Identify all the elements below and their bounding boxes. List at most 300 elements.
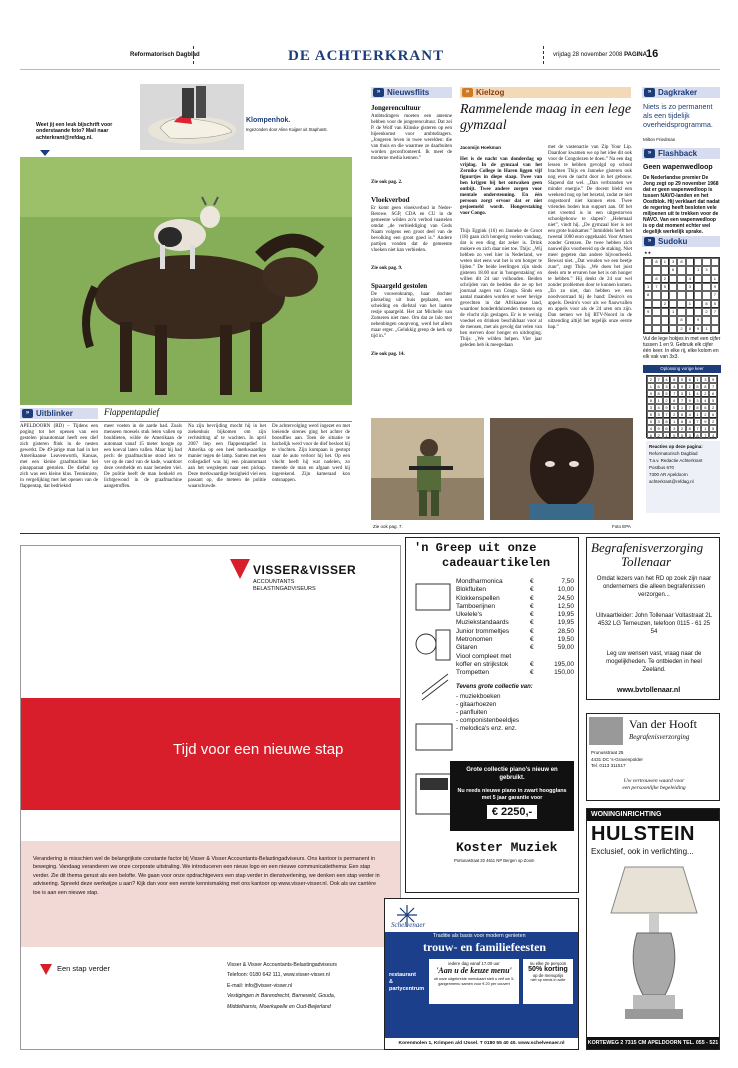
sudoku-cell: 8	[694, 432, 702, 439]
sudoku-cell: 8	[663, 418, 671, 425]
hulstein-footer: KORTEWEG 2 7315 CM APELDOORN TEL. 055 - 521 41 63	[587, 1037, 719, 1049]
sudoku-cell	[694, 308, 702, 316]
arrows-icon: »	[462, 88, 473, 97]
sudoku-cell: 8	[694, 404, 702, 411]
masthead-divider	[543, 46, 545, 64]
sudoku-cell: 1	[647, 383, 655, 390]
sudoku-cell	[686, 308, 694, 316]
sudoku-cell	[711, 316, 719, 324]
koster-item-price	[530, 611, 574, 619]
arrows-icon: »	[644, 237, 655, 246]
koster-price-list	[456, 578, 574, 678]
koster-piano-price: € 2250,-	[487, 805, 537, 819]
ad-hulstein	[586, 808, 720, 1058]
sudoku-cell: 6	[655, 383, 663, 390]
koster-item-price	[530, 628, 574, 636]
sudoku-cell: 5	[694, 383, 702, 390]
reactions-line: T.a.v. Redactie Achterkrant	[649, 458, 703, 463]
sudoku-cell: 4	[686, 275, 694, 283]
koster-item-name: koffer en strijkstok	[456, 660, 509, 668]
schelvenaer-logo: Schelvenaer	[391, 921, 426, 929]
koster-price-row	[456, 661, 574, 669]
sudoku-cell: 3	[701, 376, 709, 383]
koster-item-currency: €	[530, 636, 534, 644]
koster-price-row	[456, 636, 574, 644]
reactions-line: Postbus 670	[649, 465, 675, 470]
visser-contact-line: Visser & Visser Accountants-Belastingadviseurs	[227, 962, 337, 968]
sudoku-instructions: Vul de lege hokjes in met een cijfer tussen 1 en 9. Gebruik elk cijfer één keer. In elke rij, elke kolom en elk vak van 3x3.	[643, 336, 721, 360]
sudoku-cell: 1	[694, 376, 702, 383]
koster-item-name: Junior trommeltjes	[456, 627, 510, 635]
sudoku-cell: 9	[711, 283, 719, 291]
sudoku-cell: 6	[669, 266, 677, 274]
sudoku-cell: 5	[663, 390, 671, 397]
koster-collection-item: - componistenbeeldjes	[456, 717, 520, 724]
sudoku-cell: 2	[661, 275, 669, 283]
sudoku-cell	[694, 291, 702, 299]
sudoku-cell: 1	[686, 300, 694, 308]
sudoku-cell: 2	[670, 411, 678, 418]
koster-collection-item: - muziekboeken	[456, 693, 501, 700]
sudoku-cell: 6	[647, 432, 655, 439]
sudoku-cell: 3	[670, 425, 678, 432]
sudoku-head	[642, 236, 720, 247]
sudoku-cell: 5	[647, 411, 655, 418]
nieuwsflits-head-label: Nieuwsflits	[387, 88, 430, 97]
sudoku-cell	[677, 291, 685, 299]
koster-title1: 'n Greep uit onze	[414, 541, 537, 555]
sudoku-cell: 4	[647, 425, 655, 432]
reactions-box	[646, 441, 720, 513]
koster-item-name: Klokkenspellen	[456, 594, 500, 602]
sudoku-cell: 5	[678, 432, 686, 439]
masthead-page-label: PAGINA	[624, 52, 647, 58]
uitblinker-title: Flappentapdief	[104, 407, 159, 417]
sudoku-cell: 1	[694, 266, 702, 274]
sudoku-cell: 1	[670, 418, 678, 425]
nieuwsflits-column	[371, 104, 452, 358]
nieuwsflits-item-ref: Zie ook pag. 2.	[371, 180, 403, 185]
sudoku-cell	[644, 316, 652, 324]
ads-divider	[20, 533, 720, 534]
visser-contact-line[interactable]: E-mail: info@visser-visser.nl	[227, 982, 293, 989]
sudoku-head-label: Sudoku	[658, 237, 688, 246]
koster-item-name: Metronomen	[456, 636, 493, 644]
sudoku-cell: 7	[686, 404, 694, 411]
schelvenaer-discount-box	[523, 959, 573, 1004]
ad-hooft	[586, 713, 720, 801]
koster-item-currency: €	[530, 660, 534, 668]
koster-item-price	[530, 661, 574, 669]
sudoku-cell	[702, 258, 710, 266]
sudoku-cell: 8	[652, 258, 660, 266]
sudoku-cell	[694, 283, 702, 291]
congo-child-photo	[490, 418, 633, 520]
sudoku-cell: 7	[655, 376, 663, 383]
sudoku-cell: 2	[709, 404, 717, 411]
sudoku-cell: 8	[652, 275, 660, 283]
koster-item-value: 12,50	[557, 602, 574, 610]
schelvenaer-side-line: partycentrum	[389, 986, 425, 992]
sudoku-cell	[661, 308, 669, 316]
koster-item-price	[530, 653, 574, 661]
koster-item-currency: €	[530, 578, 534, 585]
sudoku-cell	[652, 308, 660, 316]
sudoku-cell	[669, 275, 677, 283]
sudoku-cell: 1	[711, 275, 719, 283]
sudoku-cell: 2	[701, 390, 709, 397]
nieuwsflits-item-text: Er komt geen vloekverbod in Neder-Betowe. SGP, CDA en CU in de gemeente wilden zo'n verbod tuastelen omdat „de verbieddiging van Gods Naam volgens een groot deel van de bevolking een groot goed is.” Andere partijen vonden dat de gemeente vloeken niet kan verbieden.	[371, 206, 452, 253]
sudoku-cell	[652, 266, 660, 274]
koster-item-value: 24,50	[557, 594, 574, 602]
koster-piano2: Nu reeds nieuwe piano in zwart hoogglans met 5 jaar garantie voor	[457, 788, 567, 801]
sudoku-cell: 9	[694, 316, 702, 324]
sudoku-cell: 8	[686, 425, 694, 432]
sudoku-cell: 6	[663, 425, 671, 432]
sudoku-cell: 8	[677, 258, 685, 266]
sudoku-cell: 9	[694, 325, 702, 333]
sudoku-rating: ★★	[644, 250, 652, 255]
schelvenaer-discount-a: nu elke 2e persoon	[529, 961, 567, 966]
sudoku-cell	[644, 300, 652, 308]
sudoku-grid	[643, 257, 720, 334]
koster-price-row	[456, 586, 574, 594]
sudoku-cell	[702, 291, 710, 299]
clogs-illustration	[140, 84, 244, 150]
koster-brand: Koster Muziek	[456, 840, 558, 855]
koster-item-price	[530, 578, 574, 586]
kielzog-title: Rammelende maag in een lege gymzaal	[460, 102, 632, 133]
nieuwsflits-item-title: Spaargeld gestolen	[371, 282, 428, 290]
hooft-title: Van der Hooft	[629, 717, 697, 731]
clogs-photo	[140, 84, 244, 150]
reactions-line: 7300 AR Apeldoorn	[649, 472, 688, 477]
schelvenaer-top	[385, 899, 578, 932]
sudoku-cell	[669, 283, 677, 291]
clogs-caption: Ingezonden door Aline Kuijper uit Stapharst.	[246, 127, 328, 132]
sudoku-solution-head: Oplossing vorige keer	[643, 365, 721, 373]
hooft-address-line: Tel. 0113 311517	[591, 763, 626, 768]
kielzog-head-label: Kielzog	[476, 88, 505, 97]
sudoku-cell: 9	[709, 376, 717, 383]
lamp-illustration	[607, 865, 701, 1035]
sudoku-cell: 1	[686, 390, 694, 397]
reactions-head: Reacties op deze pagina:	[649, 444, 703, 449]
nieuwsflits-item-text: Ambtsdragers moeten een antenne hebben voor de jongerencultuur. Dat zei P. de Wolf van Klinske gisteren op een bijeenkomst voor ambtsdragers. „Jongeren leven in twee werelden: die van thuis en die waarmee ze daarbuiten worden geconfronteerd. Ik meet de moderne media kennen.”	[371, 114, 452, 161]
schelvenaer-side	[389, 972, 424, 993]
schelvenaer-line1: Traditie als basis voor modern genieten	[433, 933, 526, 939]
sudoku-cell: 7	[663, 411, 671, 418]
sudoku-cell: 4	[701, 397, 709, 404]
uitblinker-rule	[20, 421, 352, 422]
nieuwsflits-item-text: De vouwenkramp, haar dochter plotseling uit huis geplaatst, een scheiding en diefstal van het laatste restje spaargeld. Het zat Michelle van Zomeren niet mee. Om dat ze lalo met nebenbingen onopvong, werd het allem maar erger. „Gelukkig grenp de kerk op tijd in.”	[371, 292, 452, 339]
koster-collection-item: - panfluiten	[456, 709, 488, 716]
sudoku-cell: 9	[701, 418, 709, 425]
sudoku-cell: 9	[644, 308, 652, 316]
sudoku-cell: 2	[709, 418, 717, 425]
sudoku-cell	[661, 316, 669, 324]
koster-item-value: 10,00	[557, 586, 574, 594]
sudoku-cell: 1	[663, 432, 671, 439]
sudoku-cell: 1	[702, 325, 710, 333]
uitblinker-col4: De achtervolging werd ingezet en met loeiende sirenes ging het achter de boosdfies aan. Toen de situatie te hachelijk werd voor de dief besloot hij te vluchten. Zijn kompaan is gestopt naar de auto verloor hij het. Op een vlucht heeft hij wat nadelen, zo meende de man en afgaan werd hij ingerekend. Zijn kameraad kon ontsnappen.	[272, 424, 350, 483]
kielzog-byline: Jacomijn Hoekman	[460, 145, 502, 150]
koster-collection-item: - gitaarhoezen	[456, 701, 497, 708]
sudoku-cell: 6	[670, 397, 678, 404]
sudoku-cell: 5	[647, 418, 655, 425]
sudoku-cell	[686, 316, 694, 324]
schelvenaer-menu-desc: uit onze uitgebreide menukaart stelt u zelf uw 3-gangenmenu samen voor € 20 per couvert	[433, 977, 515, 986]
sudoku-cell	[652, 291, 660, 299]
uitblinker-head-label: Uitblinker	[36, 409, 73, 418]
pony-goat-photo	[20, 157, 352, 405]
sudoku-cell: 7	[694, 418, 702, 425]
koster-item-value: 19,50	[557, 636, 574, 644]
schelvenaer-band	[385, 932, 578, 1049]
ad-schelvenaer	[384, 898, 579, 1050]
koster-item-currency: €	[530, 644, 534, 652]
sudoku-cell	[677, 283, 685, 291]
sudoku-cell	[652, 316, 660, 324]
sudoku-cell: 2	[647, 376, 655, 383]
koster-item-value: 59,00	[557, 644, 574, 652]
sudoku-cell: 8	[702, 300, 710, 308]
sudoku-cell: 5	[670, 404, 678, 411]
visser-logo-icon	[229, 558, 251, 580]
visser-pink-band	[21, 841, 400, 947]
koster-item-value: 7,50	[561, 578, 574, 585]
sudoku-cell: 8	[644, 291, 652, 299]
schelvenaer-side-line: restaurant	[389, 972, 416, 978]
koster-item-name: Ukelele's	[456, 611, 483, 619]
sudoku-cell: 2	[655, 432, 663, 439]
hulstein-slogan: Exclusief, ook in verlichting...	[591, 847, 694, 856]
uitblinker-col3: Na zijn bevrijding mocht hij in het ziekenhuis bijkomen om zijn rechtsitting af te wachten. In april 2007 liep een flappentapdief in Amerika op een heel merkwaardige manier tegen de lamp. Samen met een collegadief was hij een pinautomaat aan het wegslepen naar een pickup. Deze merkwaardige bezigheid viel een passant op, die meteen de politie waarschuwde.	[188, 424, 266, 489]
sudoku-cell: 7	[701, 432, 709, 439]
hooft-address	[591, 750, 643, 770]
koster-item-name: Gitaren	[456, 644, 478, 652]
sudoku-cell	[686, 258, 694, 266]
koster-price-row	[456, 628, 574, 636]
schelvenaer-side-line: &	[389, 979, 393, 985]
sudoku-cell: 3	[694, 397, 702, 404]
sudoku-cell	[644, 325, 652, 333]
sudoku-cell	[702, 275, 710, 283]
sudoku-cell: 3	[702, 266, 710, 274]
tollenaar-title2: Tollenaar	[621, 554, 672, 569]
sudoku-cell	[661, 325, 669, 333]
sudoku-cell: 1	[655, 397, 663, 404]
clogs-title: Klompenhok.	[246, 117, 291, 124]
masthead-date	[553, 52, 647, 58]
sudoku-cell: 2	[663, 397, 671, 404]
nieuwsflits-item-ref: Zie ook pag. 14.	[371, 352, 405, 357]
visser-step: Een stap verder	[57, 964, 110, 973]
koster-item-currency: €	[530, 669, 534, 677]
nieuwsflits-head	[371, 87, 452, 98]
sudoku-cell: 7	[652, 283, 660, 291]
hooft-slogan-line: een persoonlijke begeleiding	[622, 785, 686, 791]
sudoku-cell: 6	[709, 390, 717, 397]
masthead-paper-name: Reformatorisch Dagblad	[130, 52, 200, 58]
koster-price-row	[456, 611, 574, 619]
koster-item-value: 195,00	[554, 660, 574, 668]
nieuwsflits-item-ref: Zie ook pag. 9.	[371, 266, 403, 271]
sudoku-cell: 3	[686, 283, 694, 291]
koster-piano-box	[450, 761, 574, 831]
koster-item-value: 19,95	[557, 611, 574, 619]
sudoku-cell	[669, 316, 677, 324]
sudoku-cell: 5	[711, 300, 719, 308]
flashback-title: Geen wapenwedloop	[643, 164, 713, 171]
dagkraker-quote: Niets is zo permanent als een tijdelijk overheidsprogramma.	[643, 102, 713, 129]
sudoku-cell: 4	[709, 432, 717, 439]
visser-contact	[227, 960, 397, 1012]
sudoku-cell: 9	[686, 397, 694, 404]
triangle-down-icon	[40, 964, 52, 975]
flashback-head-label: Flashback	[658, 149, 698, 158]
hulstein-head: WONINGINRICHTING	[587, 809, 719, 821]
sudoku-cell: 7	[678, 397, 686, 404]
visser-contact-line: Middelharnis, Moerkapelle en Oud-Beijerland	[227, 1003, 331, 1010]
visser-red-band	[21, 698, 400, 810]
sudoku-cell: 3	[655, 418, 663, 425]
masthead-page-number: 16	[646, 48, 659, 60]
sudoku-cell: 8	[670, 376, 678, 383]
sudoku-cell	[702, 283, 710, 291]
koster-item-name: Tamboerijnen	[456, 602, 496, 610]
sudoku-cell: 7	[670, 390, 678, 397]
koster-item-price	[530, 636, 574, 644]
schelvenaer-discount-b: 50% korting	[528, 966, 568, 973]
koster-item-price	[530, 603, 574, 611]
koster-item-price	[530, 619, 574, 627]
sudoku-cell	[661, 291, 669, 299]
child-illustration	[490, 418, 633, 520]
visser-sub1: ACCOUNTANTS	[253, 579, 295, 585]
sudoku-cell	[686, 291, 694, 299]
hooft-subtitle: Begrafenisverzorging	[629, 733, 690, 741]
tollenaar-text1: Omdat lezers van het RD op zoek zijn naar ondernemers die alleen begrafenissen verzorgen...	[596, 576, 712, 598]
sudoku-cell	[644, 275, 652, 283]
sudoku-cell	[702, 316, 710, 324]
sudoku-cell: 2	[701, 411, 709, 418]
sudoku-cell: 1	[644, 283, 652, 291]
koster-item-currency: €	[530, 619, 534, 627]
kielzog-lead: Het is de nacht van donderdag op vrijdag. In de gymzaal van het Zernike College in Haren liggen vijf figuurtjes in diepe slaap. Twee van hen krijgen bij het ontwaken geen ontbijt. Twee andere zorgen voor mentale ondersteuning. En één persoon zorgt ervoor dat er niet gesjoemeld wordt. Hongerstaking voor Congo.	[460, 157, 542, 216]
flashback-text: De Nederlandse premier De Jong zegt op 29 november 1968 dat er geen wapenwedloop is tussen NAVO-landen en het Oostblok. Hij verklaart dat nadat de regering heeft besloten vele miljoenen uit te trekken voor de NAVO. Van een wapenwedloop is op dat moment echter wel degelijk werkelijk sprake.	[643, 175, 720, 235]
sudoku-cell: 9	[647, 390, 655, 397]
sudoku-cell: 5	[709, 425, 717, 432]
masthead-date-text: vrijdag 28 november 2008	[553, 52, 623, 58]
hooft-address-line: Prunusstraat 25	[591, 750, 624, 755]
arrows-icon: »	[22, 409, 33, 418]
tollenaar-url[interactable]: www.bvtollenaar.nl	[617, 687, 681, 694]
sudoku-cell: 1	[694, 411, 702, 418]
sudoku-cell: 4	[686, 411, 694, 418]
hooft-logo	[589, 717, 623, 745]
koster-item-currency: €	[530, 602, 534, 610]
sudoku-cell: 8	[678, 411, 686, 418]
koster-item-price	[530, 669, 574, 677]
sudoku-cell: 3	[686, 432, 694, 439]
koster-piano1: Grote collectie piano's nieuw en gebruikt.	[466, 767, 558, 781]
sudoku-cell: 3	[655, 411, 663, 418]
sudoku-cell: 1	[669, 308, 677, 316]
sudoku-cell: 8	[647, 397, 655, 404]
sudoku-cell: 8	[677, 316, 685, 324]
sudoku-cell	[677, 300, 685, 308]
koster-item-value: 19,95	[557, 619, 574, 627]
kielzog-head	[460, 87, 631, 98]
kielzog-photo-credit: Foto EPA	[612, 524, 631, 529]
sudoku-cell	[694, 300, 702, 308]
sudoku-cell	[677, 266, 685, 274]
soldier-illustration	[371, 418, 484, 520]
sudoku-cell: 3	[663, 383, 671, 390]
koster-title2: cadeauartikelen	[442, 556, 551, 570]
arrows-icon: »	[644, 88, 655, 97]
koster-item-price	[530, 586, 574, 594]
pony-goat-illustration	[20, 157, 352, 405]
schelvenaer-footer: Korenmolen 1, Krimpen a/d IJssel. T 0180 55 40 40. www.schelvenaer.nl	[385, 1038, 578, 1049]
koster-item-name: Muziekstandaards	[456, 619, 509, 627]
ad-koster	[405, 537, 579, 893]
sudoku-cell: 9	[655, 425, 663, 432]
koster-item-name: Blokfluiten	[456, 586, 486, 594]
koster-item-price	[530, 644, 574, 652]
sudoku-cell: 4	[655, 404, 663, 411]
sudoku-cell: 5	[661, 283, 669, 291]
sudoku-cell: 6	[686, 376, 694, 383]
koster-price-row	[456, 644, 574, 652]
hooft-slogan-line: Uw vertrouwen waard voor	[623, 778, 685, 784]
sudoku-cell: 2	[678, 425, 686, 432]
tollenaar-text2: Uitvaartleider: John Tollenaar Voltastraat 2L 4532 LG Terneuzen, telefoon 0115 - 61 25 54	[596, 613, 712, 635]
koster-price-row	[456, 578, 574, 586]
koster-price-row	[456, 669, 574, 677]
sudoku-cell: 5	[678, 376, 686, 383]
koster-price-row	[456, 619, 574, 627]
koster-price-row	[456, 595, 574, 603]
sudoku-cell: 4	[686, 418, 694, 425]
schelvenaer-menu-box	[429, 959, 519, 1004]
sudoku-cell: 7	[711, 291, 719, 299]
masthead-divider	[193, 46, 195, 64]
visser-body: Verandering is misschien wel de belangrijkste constante factor bij Visser & Visser Accountants-Belastingadviseurs. Ons kantoor is permanent in beweging. Vandaag veranderen we onze corporate uitstraling. We introduceren een nieuw logo en een nieuwe communicatiethema: Een stap verder. Zie dit thema gerust als een belofte. We gaan voor onze opdrachtgevers een stap verder in dienstverlening, we denken een stap verder in advisering. Spreekt deze werkwijze u aan? Kijk dan voor een eerste kennismaking met ons kantoor op www.visser-visser.nl. Ook als uw carrière toe is aan een nieuwe stap.	[33, 856, 380, 896]
sudoku-cell: 8	[686, 325, 694, 333]
photo-intro-text: Weet jij een leuk bijschrift voor onderstaande foto? Mail naar achterkrant@refdag.nl.	[36, 122, 113, 141]
schelvenaer-discount-d: niet op reeds in actie	[530, 978, 566, 982]
koster-address: Portunastraat 20 4611 NP Bergen op Zoom	[454, 858, 535, 863]
triangle-down-icon	[40, 150, 50, 156]
visser-contact-line[interactable]: Telefoon: 0180 642 111, www.visser-visser.nl	[227, 972, 330, 979]
visser-brand: VISSER&VISSER	[253, 563, 357, 577]
tollenaar-text3: Leg uw wensen vast, vraag naar de mogelijkheden. Te ontbieden in heel Zeeland.	[606, 651, 702, 673]
sudoku-cell: 2	[677, 325, 685, 333]
koster-price-row	[456, 653, 574, 661]
sudoku-cell	[677, 308, 685, 316]
reactions-email[interactable]: achterkrant@refdag.nl	[649, 479, 694, 484]
hooft-slogan	[591, 778, 717, 792]
arrows-icon: »	[373, 88, 384, 97]
koster-collection	[456, 693, 519, 733]
hooft-address-line: 4431 DC 's-Gravenpolder	[591, 756, 643, 762]
sudoku-cell: 3	[669, 258, 677, 266]
sudoku-cell	[669, 300, 677, 308]
sudoku-cell: 2	[661, 300, 669, 308]
kielzog-col1: Thijs Eggink (16) en Janneke de Groot (18) gaan zich hongerig voelen vandaag, dat is een ding dat zeker is. Drink mokere en zich daar niet toe. Thijs: „Wij hebben zo veel hier in Nederland, we weten niet eens wat het is om honger te lijden.” De beide leerlingen zijn sinds gisteren 18.00 uur in 'hongerstaking' en willen dit 24 uur volhouden. Beiden schrijden van de bedden die ze op het journaal zagen van Congo. Sinds een aantal maanden worden er weer hevige gevechten in dat Afrikaanse land, waardoor honderdduizenden mensen op de vlucht zijn geslagen. Er is te weinig voedsel en drinken beschikbaar voor al de mensen, met als gevolg dat velen van hen sterven door honger en uitdroging. Thijs: „We wilden helpen. Vier jaar geleden heb ik meegedaan	[460, 229, 542, 348]
